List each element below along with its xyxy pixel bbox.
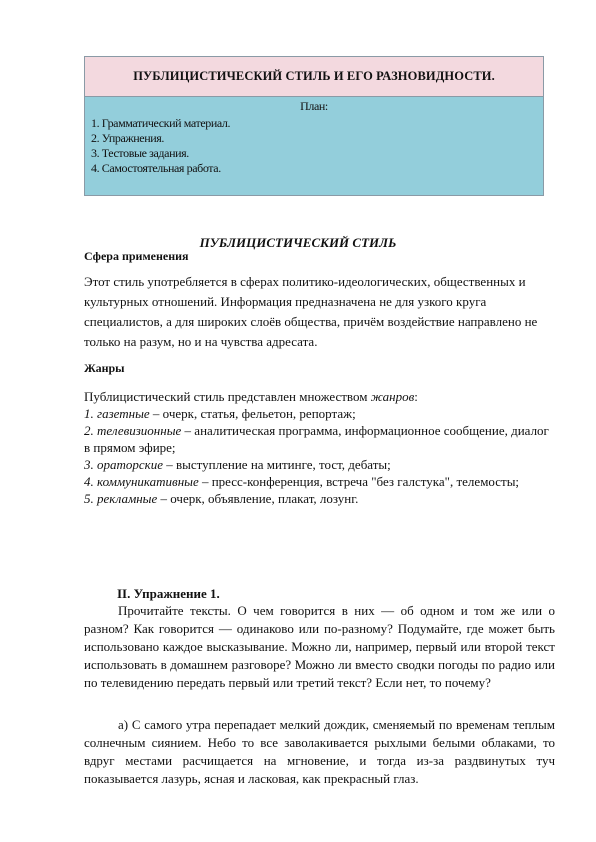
genre-item: 1. газетные – очерк, статья, фельетон, репортаж; <box>84 406 356 421</box>
genre-item: 5. рекламные – очерк, объявление, плакат, лозунг. <box>84 491 359 506</box>
genre-name: телевизионные <box>97 423 182 438</box>
genres-intro: Публицистический стиль представлен множеством жанров: <box>84 389 418 404</box>
genre-name: ораторские <box>97 457 164 472</box>
document-title: ПУБЛИЦИСТИЧЕСКИЙ СТИЛЬ И ЕГО РАЗНОВИДНОСТИ. <box>85 57 543 97</box>
section-title: ПУБЛИЦИСТИЧЕСКИЙ СТИЛЬ <box>199 235 397 250</box>
genres-emphasis: жанров <box>370 389 415 404</box>
genre-name: коммуникативные <box>97 474 199 489</box>
genre-item: 2. телевизионные – аналитическая программа, информационное сообщение, диалог в прямом эфире; <box>84 423 549 455</box>
exercise-instructions: Прочитайте тексты. О чем говорится в них — об одном и том же или о разном? Как говорится — одинаково или по-разному? Подумайте, где может быть использовано каждое высказывание. Можно ли, например, первый или второй текст использовать в домашнем разговоре? Можно ли вместо сводки погоды по радио или по телевидению передать первый или третий текст? Если нет, то почему? <box>84 603 555 690</box>
genres-list <box>84 388 554 507</box>
plan-item: 1. Грамматический материал. <box>91 116 231 130</box>
scope-heading: Сфера применения <box>84 249 189 263</box>
genre-name: газетные <box>97 406 150 421</box>
plan-cell <box>85 97 543 195</box>
plan-item: 4. Самостоятельная работа. <box>91 161 221 175</box>
plan-item: 3. Тестовые задания. <box>91 146 189 160</box>
genre-item: 4. коммуникативные – пресс-конференция, встреча "без галстука", телемосты; <box>84 474 520 489</box>
genres-heading: Жанры <box>84 361 125 375</box>
exercise-title: II. Упражнение 1. <box>117 586 220 601</box>
plan-label: План: <box>300 99 328 113</box>
plan-item: 2. Упражнения. <box>91 131 164 145</box>
plan-table <box>84 56 544 196</box>
scope-paragraph: Этот стиль употребляется в сферах политико-идеологических, общественных и культурных отношений. Информация предназначена не для узкого круга специалистов, а для широких слоёв общества, причём воздействие направлено не только на разум, но и на чувства адресата. <box>84 274 538 349</box>
exercise-text-a: а) С самого утра перепадает мелкий дождик, сменяемый по временам теплым солнечным сиянием. Небо то все заволакивается рыхлыми белыми облаками, то вдруг местами расчищается на мгновение, и тогда из-за раздвинутых туч показывается лазурь, ясная и ласковая, как прекрасный глаз. <box>84 717 555 786</box>
genre-name: рекламные <box>97 491 158 506</box>
genre-item: 3. ораторские – выступление на митинге, тост, дебаты; <box>84 457 391 472</box>
